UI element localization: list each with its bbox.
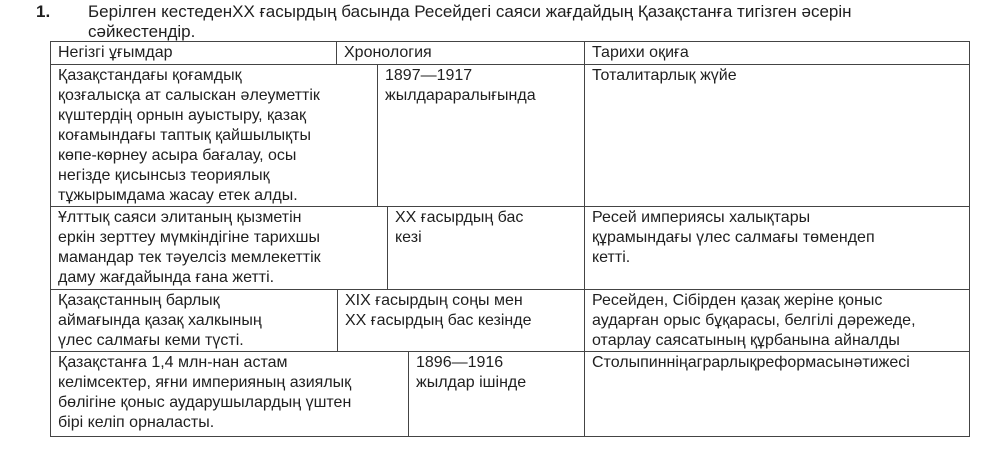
row3-concept: Қазақстанның барлық аймағында қазақ халкының үлес салмағы кеми түсті. [58,292,262,349]
grid-line [51,289,969,290]
question-text [88,2,968,42]
header-event: Тарихи оқиға [592,44,689,61]
grid-line [408,351,409,436]
grid-line [51,351,969,352]
grid-line [51,206,969,207]
grid-line [336,42,337,64]
grid-line [584,42,585,436]
question-number: 1. [36,2,51,21]
question-text-line2: сәйкестендір. [88,22,196,41]
row3-event: Ресейден, Сібірден қазақ жеріне қоныс аударған орыс бұқарасы, белгілі дәрежеде, отарлау саясатының құрбанына айналды [592,292,916,349]
grid-line [387,206,388,289]
row2-concept: Ұлттық саяси элитаның қызметін еркін зерттеу мүмкіндігіне тарихшы мамандар тек тәуелсіз мемлекеттік даму жағдайында ғана жетті. [58,209,321,286]
grid-line [51,64,969,65]
row2-event: Ресей империясы халықтары құрамындағы үлес салмағы төмендеп кетті. [592,209,875,266]
row4-chronology: 1896—1916 жылдар ішінде [416,354,527,391]
row2-chronology: ХХ ғасырдың бас кезі [395,209,524,246]
row1-chronology: 1897—1917 жылдараралығында [385,67,536,104]
row4-event: Столыпинніңаграрлықреформасынәтижесі [592,354,910,371]
header-concepts: Негізгі ұғымдар [58,44,173,61]
header-chronology: Хронология [344,44,432,61]
grid-line [377,64,378,206]
question-text-line1: Берілген кестеденХХ ғасырдың басында Ресейдегі саяси жағдайдың Қазақстанға тигізген әсерін [88,2,852,21]
row1-event: Тоталитарлық жүйе [592,67,737,84]
row1-concept: Қазақстандағы қоғамдық қозғалысқа ат салыскан әлеуметтік күштердің орнын ауыстыру, қазақ коғамындағы таптық қайшылықты көпе-көрнеу асыра бағалау, осы негізде қисынсыз теориялық тұжырымдама жасау етек алды. [58,67,320,204]
grid-line [337,289,338,351]
matching-table [50,41,970,437]
row3-chronology: ХІХ ғасырдың соңы мен ХХ ғасырдың бас кезінде [345,292,532,329]
row4-concept: Қазақстанға 1,4 млн-нан астам келімсектер, яғни империяның азиялық бөлігіне қоныс аударушылардың үштен бірі келіп орналасты. [58,354,352,431]
